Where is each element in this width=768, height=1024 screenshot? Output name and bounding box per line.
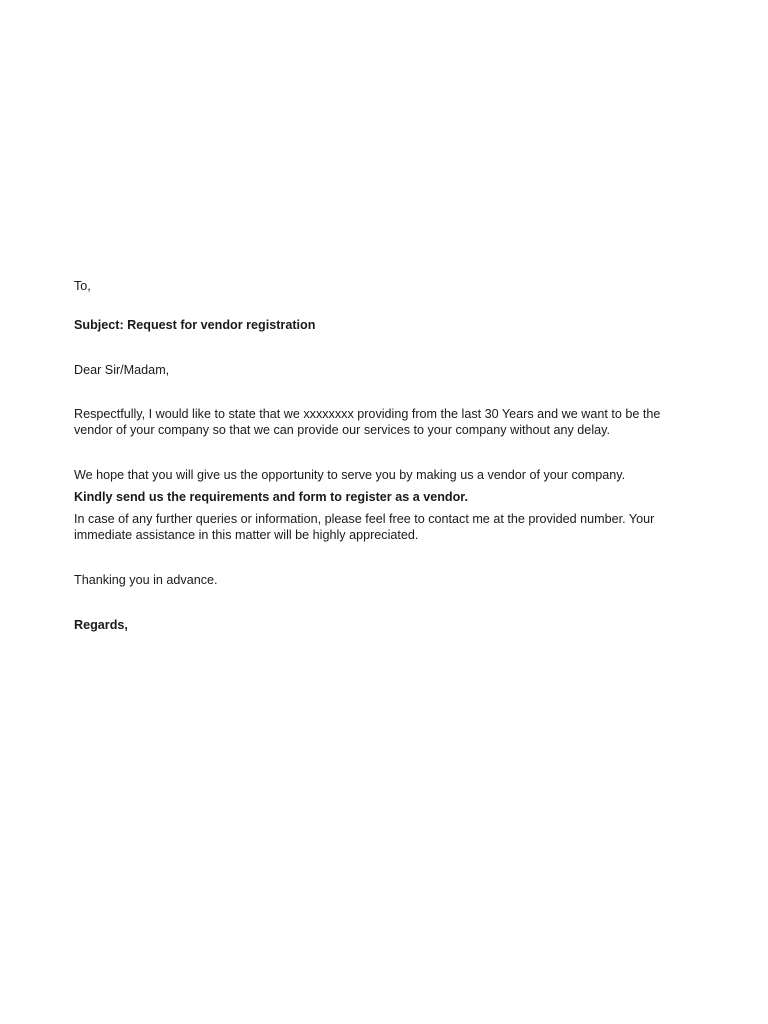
closing-regards: Regards,: [74, 618, 128, 632]
paragraph-introduction: Respectfully, I would like to state that we xxxxxxxx providing from the last 30 Years and we want to be the vendor of your company so that we can provide our services to your company without any delay.: [74, 407, 661, 437]
letter-body: [74, 278, 686, 633]
paragraph-request: Kindly send us the requirements and form to register as a vendor.: [74, 490, 469, 504]
salutation: Dear Sir/Madam,: [74, 363, 170, 377]
closing-thanks: Thanking you in advance.: [74, 573, 218, 587]
paragraph-opportunity: We hope that you will give us the opportunity to serve you by making us a vendor of your company.: [74, 468, 626, 482]
subject-line: Subject: Request for vendor registration: [74, 318, 316, 332]
paragraph-contact: In case of any further queries or information, please feel free to contact me at the provided number. Your immediate assistance in this matter will be highly appreciated.: [74, 512, 655, 542]
recipient-line: To,: [74, 279, 91, 293]
